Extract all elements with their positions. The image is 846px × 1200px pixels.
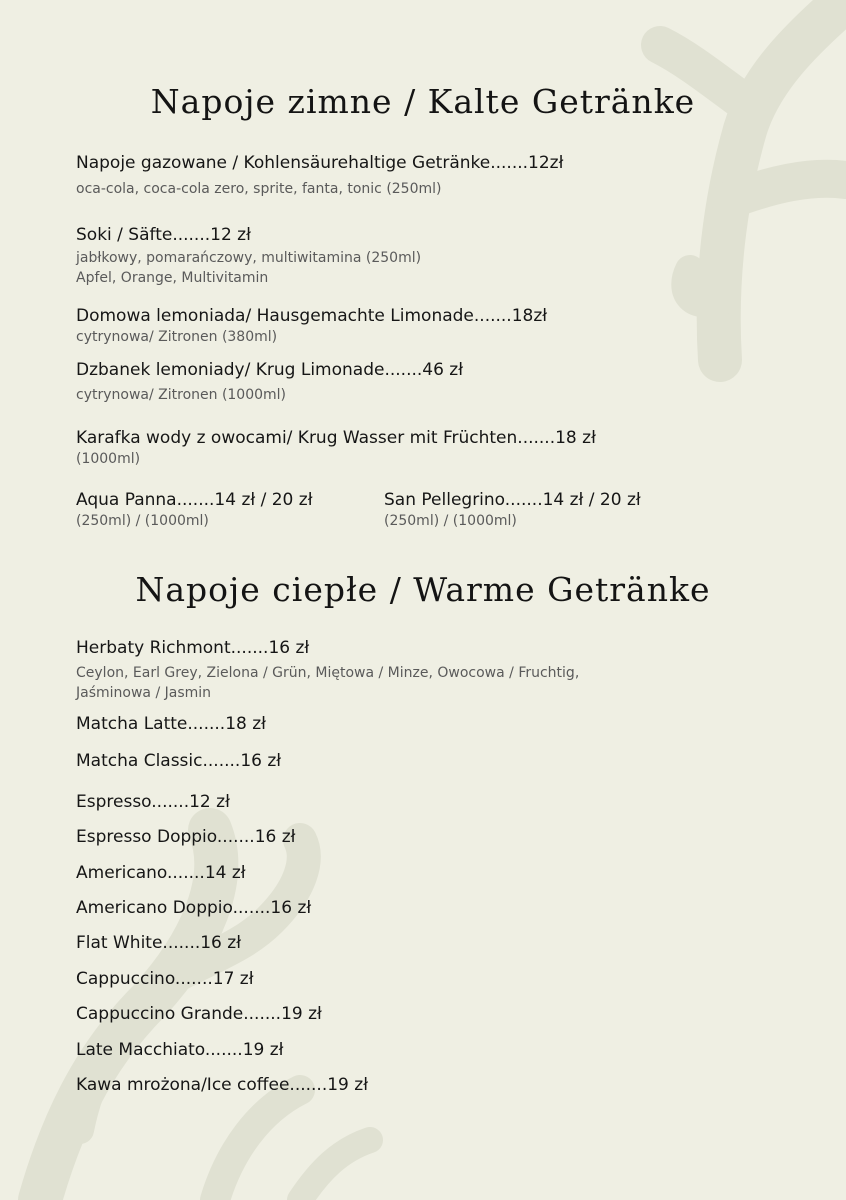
item-name: Cappuccino Grande.......19 zł bbox=[76, 1004, 322, 1024]
item-name: Kawa mrożona/Ice coffee.......19 zł bbox=[76, 1075, 369, 1095]
menu-item-americano-doppio bbox=[76, 897, 776, 919]
item-name: Late Macchiato.......19 zł bbox=[76, 1040, 284, 1060]
item-name: Matcha Latte.......18 zł bbox=[76, 714, 266, 734]
menu-item-flat-white bbox=[76, 932, 776, 954]
item-description: jabłkowy, pomarańczowy, multiwitamina (250ml) bbox=[76, 250, 422, 266]
item-name: Karafka wody z owocami/ Krug Wasser mit Früchten.......18 zł bbox=[76, 428, 596, 448]
item-description: (1000ml) bbox=[76, 451, 141, 467]
menu-item-tea bbox=[76, 637, 776, 702]
item-name: Cappuccino.......17 zł bbox=[76, 969, 254, 989]
menu-item-lemonade bbox=[76, 305, 776, 347]
menu-item-san-pellegrino bbox=[384, 489, 784, 531]
menu-item-cappuccino-grande bbox=[76, 1003, 776, 1025]
menu-item-lemonade-jug bbox=[76, 359, 776, 405]
item-name: Flat White.......16 zł bbox=[76, 933, 242, 953]
menu-item-juices bbox=[76, 224, 776, 288]
item-description-de: Apfel, Orange, Multivitamin bbox=[76, 270, 269, 286]
hot-drinks-title: Napoje ciepłe / Warme Getränke bbox=[135, 570, 711, 609]
item-name: Americano Doppio.......16 zł bbox=[76, 898, 312, 918]
item-name: Aqua Panna.......14 zł / 20 zł bbox=[76, 490, 313, 510]
item-description: (250ml) / (1000ml) bbox=[76, 513, 209, 529]
menu-item-soft-drinks bbox=[76, 152, 776, 199]
item-description: cytrynowa/ Zitronen (380ml) bbox=[76, 329, 278, 345]
item-description: oca-cola, coca-cola zero, sprite, fanta, tonic (250ml) bbox=[76, 181, 442, 197]
item-name: San Pellegrino.......14 zł / 20 zł bbox=[384, 490, 641, 510]
menu-item-matcha-latte bbox=[76, 713, 776, 735]
item-description: (250ml) / (1000ml) bbox=[384, 513, 517, 529]
item-name: Herbaty Richmont.......16 zł bbox=[76, 638, 310, 658]
menu-item-latte-macchiato bbox=[76, 1039, 776, 1061]
item-name: Domowa lemoniada/ Hausgemachte Limonade.......18zł bbox=[76, 306, 548, 326]
menu-item-espresso bbox=[76, 791, 776, 813]
item-name: Napoje gazowane / Kohlensäurehaltige Getränke.......12zł bbox=[76, 153, 564, 173]
menu-item-espresso-doppio bbox=[76, 826, 776, 848]
item-description-2: Jaśminowa / Jasmin bbox=[76, 685, 212, 701]
item-name: Espresso Doppio.......16 zł bbox=[76, 827, 296, 847]
item-name: Americano.......14 zł bbox=[76, 863, 246, 883]
item-name: Soki / Säfte.......12 zł bbox=[76, 225, 251, 245]
item-description: Ceylon, Earl Grey, Zielona / Grün, Miętowa / Minze, Owocowa / Fruchtig, bbox=[76, 665, 580, 681]
menu-item-fruit-water bbox=[76, 427, 776, 469]
item-name: Matcha Classic.......16 zł bbox=[76, 751, 282, 771]
item-name: Espresso.......12 zł bbox=[76, 792, 230, 812]
menu-item-ice-coffee bbox=[76, 1074, 776, 1096]
item-name: Dzbanek lemoniady/ Krug Limonade.......46 zł bbox=[76, 360, 464, 380]
menu-item-matcha-classic bbox=[76, 750, 776, 772]
item-description: cytrynowa/ Zitronen (1000ml) bbox=[76, 387, 287, 403]
cold-drinks-title: Napoje zimne / Kalte Getränke bbox=[150, 82, 696, 121]
menu-item-americano bbox=[76, 862, 776, 884]
menu-item-cappuccino bbox=[76, 968, 776, 990]
